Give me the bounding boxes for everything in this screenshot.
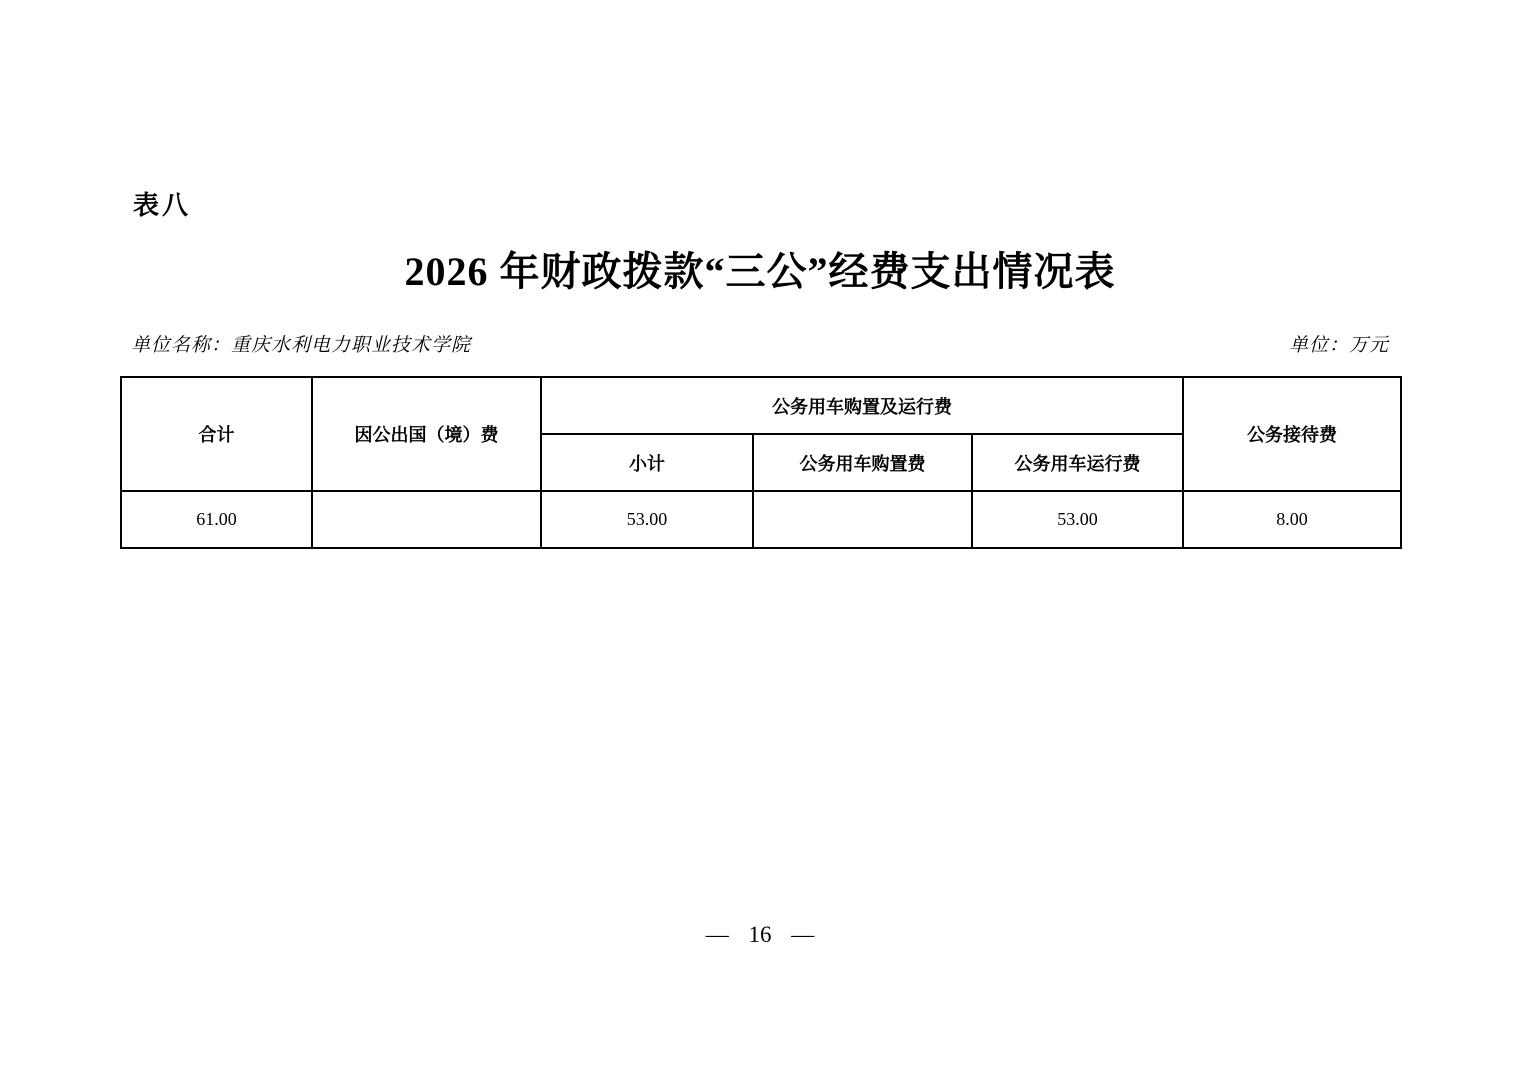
unit-label: 单位：万元 xyxy=(1288,335,1389,356)
expense-table xyxy=(120,376,1402,549)
info-row xyxy=(121,334,1401,358)
cell-reception: 8.00 xyxy=(1183,491,1401,548)
page-title: 2026 年财政拨款“三公”经费支出情况表 xyxy=(404,249,1116,294)
header-vehicle-operation: 公务用车运行费 xyxy=(972,434,1183,491)
cell-total: 61.00 xyxy=(121,491,312,548)
cell-vehicle-subtotal: 53.00 xyxy=(541,491,753,548)
cell-abroad xyxy=(312,491,541,548)
unit-name-label: 单位名称：重庆水利电力职业技术学院 xyxy=(131,335,472,356)
table-label: 表八 xyxy=(133,190,192,220)
table-row xyxy=(121,491,1401,548)
header-abroad: 因公出国（境）费 xyxy=(312,377,541,491)
header-total: 合计 xyxy=(121,377,312,491)
header-vehicle-group: 公务用车购置及运行费 xyxy=(541,377,1183,434)
cell-vehicle-operation: 53.00 xyxy=(972,491,1183,548)
header-vehicle-subtotal: 小计 xyxy=(541,434,753,491)
header-vehicle-purchase: 公务用车购置费 xyxy=(753,434,972,491)
page-number: — 16 — xyxy=(705,922,815,947)
header-row-top xyxy=(121,377,1401,434)
cell-vehicle-purchase xyxy=(753,491,972,548)
header-reception: 公务接待费 xyxy=(1183,377,1401,491)
